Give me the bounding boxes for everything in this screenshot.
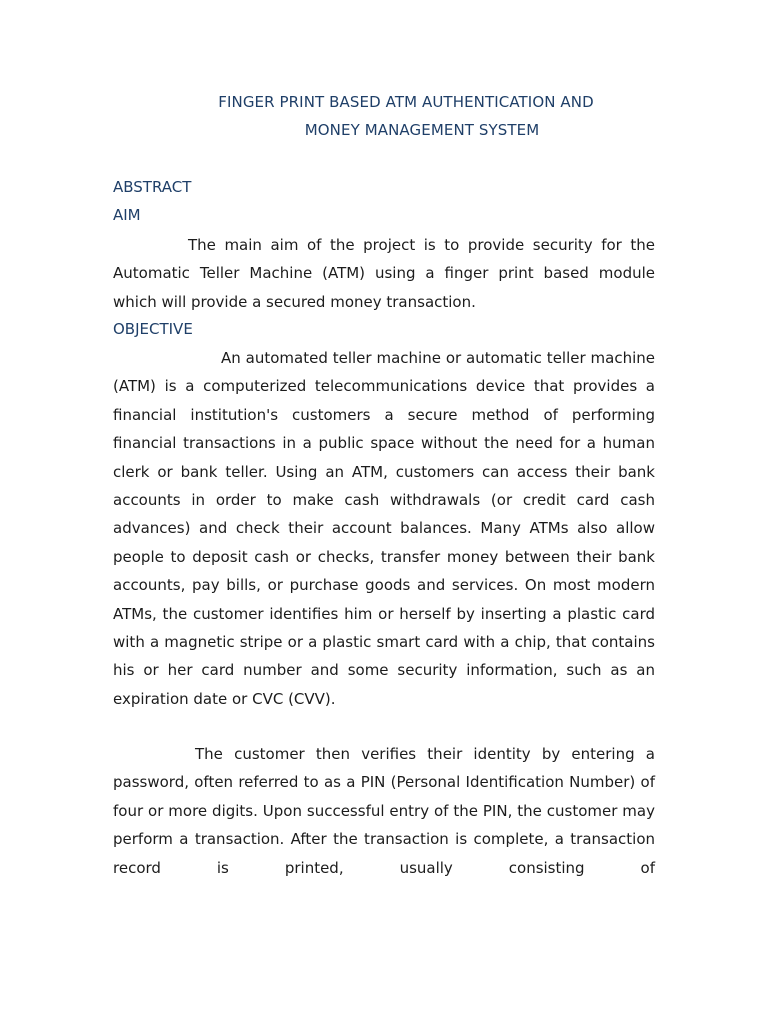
objective-heading: OBJECTIVE — [113, 320, 193, 338]
objective-paragraph-text: An automated teller machine or automatic teller machine (ATM) is a computerized telecommunications device that provides a financial institution's customers a secure method of performing financial transactions in a public space without the need for a human clerk or bank teller. Using an ATM, customers can access their bank accounts in order to make cash withdrawals (or credit card cash advances) and check their account balances. Many ATMs also allow people to deposit cash or checks, transfer money between their bank accounts, pay bills, or purchase goods and services. On most modern ATMs, the customer identifies him or herself by inserting a plastic card with a magnetic stripe or a plastic smart card with a chip, that contains his or her card number and some security information, such as an expiration date or CVC (CVV). — [113, 349, 655, 708]
document-title-line-2: MONEY MANAGEMENT SYSTEM — [304, 121, 540, 139]
customer-paragraph — [113, 740, 655, 882]
document-title-line-1: FINGER PRINT BASED ATM AUTHENTICATION AND — [218, 93, 594, 111]
customer-paragraph-text: The customer then verifies their identity by entering a password, often referred to as a PIN (Personal Identification Number) of four or more digits. Upon successful entry of the PIN, the customer may perform a transaction. After the transaction is complete, a transaction record is printed, usually consisting of — [113, 745, 655, 877]
aim-paragraph — [113, 231, 655, 316]
aim-heading: AIM — [113, 206, 141, 224]
objective-paragraph — [113, 344, 655, 713]
abstract-heading: ABSTRACT — [113, 178, 192, 196]
aim-paragraph-text: The main aim of the project is to provide security for the Automatic Teller Machine (ATM) using a finger print based module which will provide a secured money transaction. — [113, 236, 655, 311]
